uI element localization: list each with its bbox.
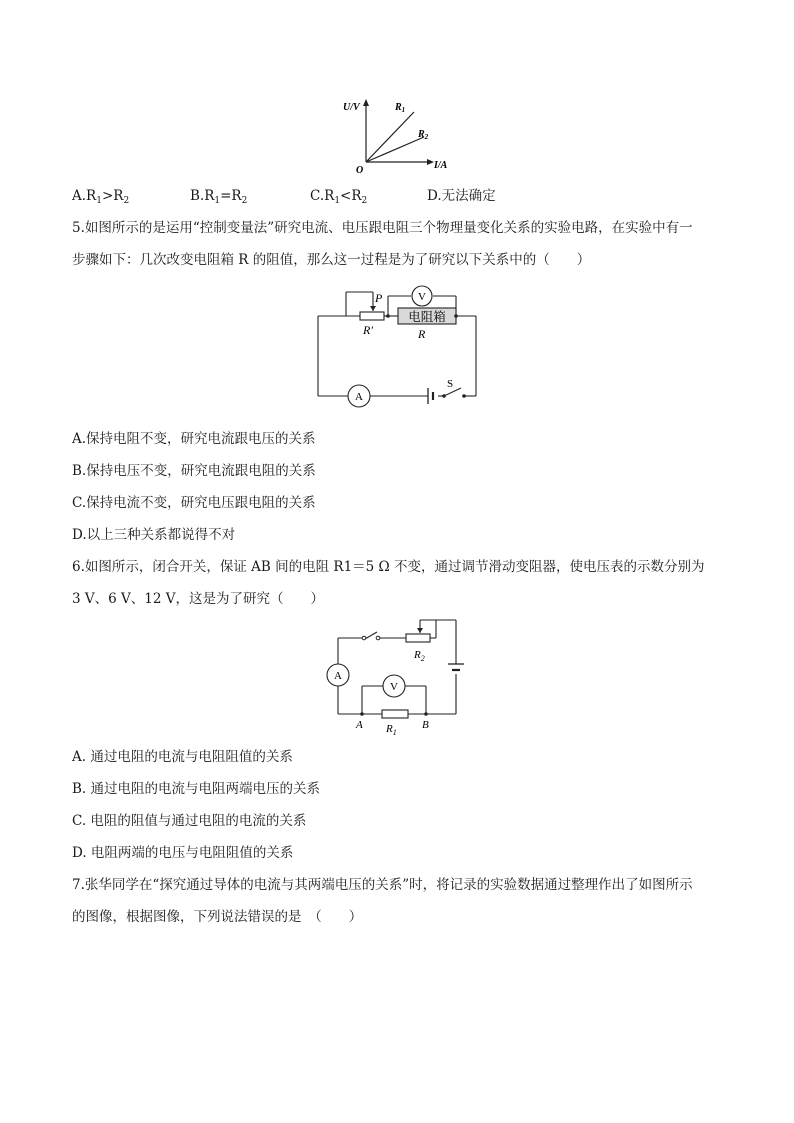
- q5-circuit-figure: [312, 282, 482, 410]
- q5-stem-line1: 5.如图所示的是运用“控制变量法”研究电流、电压跟电阻三个物理量变化关系的实验电路，在实验中有一: [72, 220, 693, 236]
- q6-voltmeter-label: V: [390, 681, 398, 693]
- resistor-r2: [406, 634, 430, 642]
- ammeter-label: A: [355, 391, 363, 403]
- q6-option-c: C. 电阻的阻值与通过电阻的电流的关系: [72, 813, 307, 829]
- point-a-label: A: [356, 719, 363, 731]
- q6-option-d: D. 电阻两端的电压与电阻阻值的关系: [72, 845, 294, 861]
- switch-label: S: [447, 378, 454, 390]
- resistor-r1: [382, 710, 408, 718]
- q6-option-a: A. 通过电阻的电流与电阻阻值的关系: [72, 749, 293, 765]
- q6-ammeter-label: A: [334, 670, 342, 682]
- q5-option-c: C.保持电流不变，研究电压跟电阻的关系: [72, 495, 316, 511]
- r2-label: $R_2$: [414, 649, 425, 663]
- ui-graph-figure: [330, 96, 460, 178]
- q4-option-d: D.无法确定: [427, 188, 496, 204]
- q5-option-a: A.保持电阻不变，研究电流跟电压的关系: [72, 431, 316, 447]
- rheostat-label: R′: [363, 323, 373, 337]
- q5-option-d: D.以上三种关系都说得不对: [72, 527, 236, 543]
- line-r1: [366, 112, 414, 162]
- resistance-box-label: R: [418, 327, 426, 341]
- origin-label: O: [356, 165, 364, 176]
- q5-stem-line2: 步骤如下：几次改变电阻箱 R 的阻值，那么这一过程是为了研究以下关系中的（ ）: [72, 252, 591, 268]
- q7-stem-line2: 的图像，根据图像，下列说法错误的是 （ ）: [72, 909, 363, 925]
- q6-stem-line2: 3 V、6 V、12 V，这是为了研究（ ）: [72, 591, 324, 607]
- y-axis-arrow: [363, 99, 369, 106]
- q4-option-c: $C.R_1<R_2$: [310, 188, 368, 206]
- resistance-box-text: 电阻箱: [408, 310, 446, 324]
- r1-label: $R_1$: [386, 723, 397, 737]
- q4-option-a: $A.R_1>R_2$: [72, 188, 130, 206]
- q4-option-b: $B.R_1=R_2$: [190, 188, 248, 206]
- q6-circuit-figure: [322, 616, 468, 738]
- q7-stem-line1: 7.张华同学在“探究通过导体的电流与其两端电压的关系”时，将记录的实验数据通过整理作出了如图所示: [72, 877, 693, 893]
- x-axis-label: I/A: [434, 160, 448, 171]
- q6-option-b: B. 通过电阻的电流与电阻两端电压的关系: [72, 781, 321, 797]
- r1-label: $R_1$: [395, 102, 406, 114]
- y-axis-label: U/V: [343, 102, 360, 113]
- voltmeter-label: V: [418, 291, 426, 303]
- rheostat-r-prime: [360, 312, 384, 320]
- r2-label: $R_2$: [418, 129, 429, 141]
- slider-label: P: [375, 291, 383, 305]
- x-axis-arrow: [427, 159, 434, 165]
- q5-option-b: B.保持电压不变，研究电流跟电阻的关系: [72, 463, 316, 479]
- r2-slider-arrow: [417, 628, 423, 633]
- line-r2: [366, 137, 424, 162]
- point-b-label: B: [422, 719, 429, 731]
- slider-arrow: [370, 306, 376, 311]
- q6-stem-line1: 6.如图所示，闭合开关，保证 AB 间的电阻 R1＝5 Ω 不变，通过调节滑动变阻器，使电压表的示数分别为: [72, 559, 705, 575]
